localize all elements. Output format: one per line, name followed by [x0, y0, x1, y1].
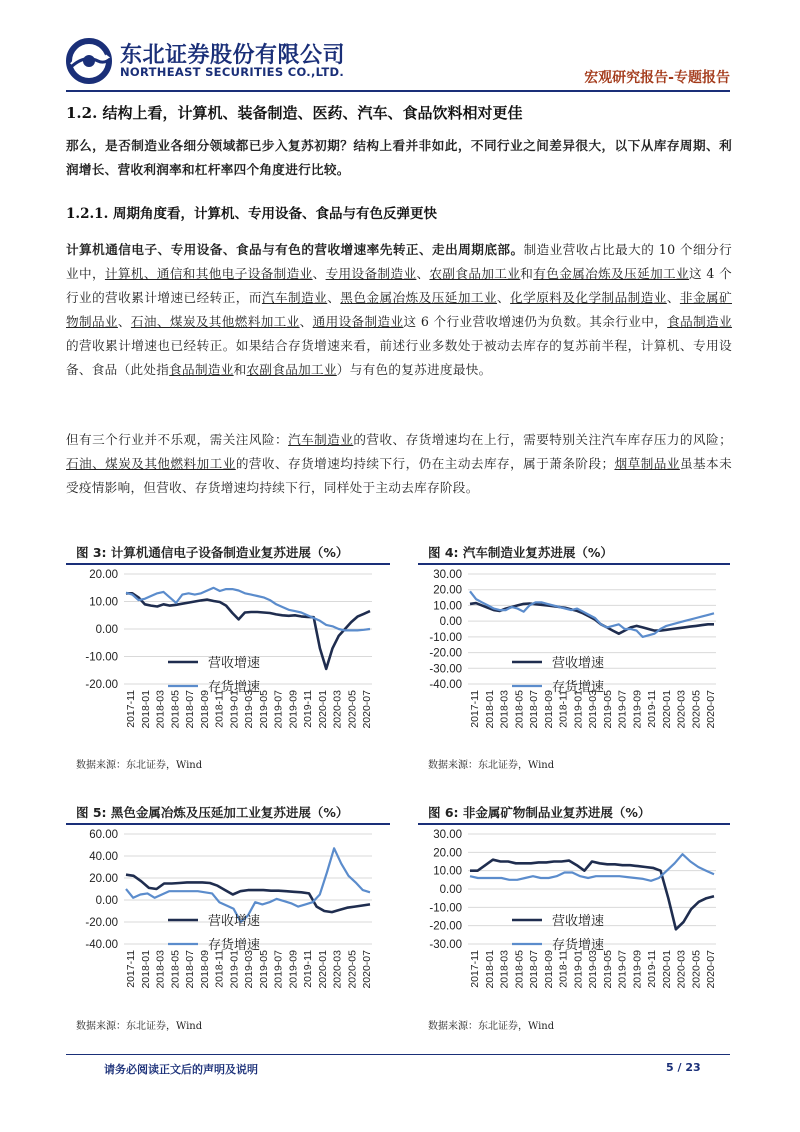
series-line-inventory: [470, 854, 714, 881]
industry-link: 农副食品加工业: [429, 266, 521, 281]
y-tick-label: 0.00: [439, 616, 462, 629]
fig5-svg: [66, 826, 386, 1016]
y-tick-label: 0.00: [95, 895, 118, 907]
y-tick-label: -10.00: [429, 902, 462, 915]
figure-6-chart: [410, 826, 730, 1016]
x-tick-label: 2017-11: [125, 950, 137, 988]
x-tick-label: 2018-11: [213, 690, 226, 728]
x-tick-label: 2019-01: [572, 950, 585, 989]
company-name-en: NORTHEAST SECURITIES CO.,LTD.: [120, 65, 344, 79]
x-tick-label: 2018-11: [557, 950, 570, 988]
industry-link: 汽车制造业: [261, 290, 328, 305]
x-tick-label: 2018-11: [557, 690, 570, 728]
para1-text: 制造业营收占比最大的 10 个细分行业中，: [66, 242, 732, 281]
x-tick-label: 2018-09: [542, 950, 555, 989]
x-tick-label: 2020-03: [675, 950, 688, 989]
y-tick-label: 10.00: [433, 865, 462, 878]
x-tick-label: 2019-03: [243, 950, 255, 989]
figure-5-title: 图 5: 黑色金属冶炼及压延加工业复苏进展（%）: [76, 805, 349, 820]
separator: 、: [416, 266, 430, 281]
x-tick-label: 2018-03: [154, 690, 167, 729]
x-tick-label: 2019-07: [272, 690, 285, 729]
para1-text: 这 4 个行业的营收累计增速已经转正，而: [66, 266, 732, 305]
figure-6-title: 图 6: 非金属矿物制品业复苏进展（%）: [428, 805, 651, 820]
figure-5-chart: [66, 826, 386, 1016]
y-tick-label: 20.00: [89, 873, 118, 885]
x-tick-label: 2019-05: [601, 950, 614, 989]
x-tick-label: 2019-11: [302, 950, 314, 988]
company-logo-icon: [66, 38, 112, 84]
x-tick-label: 2019-11: [646, 690, 658, 728]
x-tick-label: 2018-05: [169, 950, 182, 989]
industry-link: 石油、煤炭及其他燃料加工业: [130, 314, 300, 329]
para2-text: 但有三个行业并不乐观，需关注风险：: [66, 432, 289, 447]
x-tick-label: 2019-05: [601, 690, 614, 729]
y-tick-label: 20.00: [433, 584, 462, 597]
separator: 和: [233, 362, 247, 377]
y-tick-label: -30.00: [429, 939, 462, 951]
x-tick-label: 2018-03: [154, 950, 167, 989]
paragraph-1: [66, 238, 732, 382]
x-tick-label: 2018-03: [498, 950, 511, 989]
subsection-title: 1.2.1. 周期角度看，计算机、专用设备、食品与有色反弹更快: [66, 206, 437, 222]
figure-5-source: 数据来源：东北证券，Wind: [76, 1021, 203, 1032]
x-tick-label: 2019-01: [572, 690, 585, 729]
x-tick-label: 2018-07: [184, 690, 196, 729]
legend-label: 营收增速: [552, 656, 605, 671]
industry-link: 黑色金属冶炼及压延加工业: [340, 290, 498, 305]
separator: 、: [497, 290, 511, 305]
x-tick-label: 2019-07: [272, 950, 285, 989]
para1-text: 这 6 个行业营收增速仍为负数。其余行业中，: [403, 314, 668, 329]
industry-link: 农副食品加工业: [246, 362, 337, 377]
x-tick-label: 2019-01: [228, 950, 241, 989]
paragraph-2: [66, 428, 732, 500]
para2-text: 虽基本未受疫情影响，但营收、存货增速均持续下行，同样处于主动去库存阶段。: [66, 456, 733, 495]
industry-link: 化学原料及化学制品制造业: [510, 290, 667, 305]
section-title: 1.2. 结构上看，计算机、装备制造、医药、汽车、食品饮料相对更佳: [66, 104, 523, 122]
figure-4-chart: [410, 566, 730, 756]
legend-label: 营收增速: [208, 656, 261, 671]
x-tick-label: 2019-11: [302, 690, 314, 728]
x-tick-label: 2019-07: [616, 690, 629, 729]
x-tick-label: 2018-01: [483, 690, 496, 729]
x-tick-label: 2018-07: [528, 950, 540, 989]
legend-label: 存货增速: [552, 680, 605, 695]
legend-label: 存货增速: [208, 938, 261, 953]
x-tick-label: 2018-01: [139, 950, 152, 989]
x-tick-label: 2020-03: [331, 950, 344, 989]
x-tick-label: 2019-09: [287, 950, 300, 989]
x-tick-label: 2018-09: [198, 950, 211, 989]
industry-link: 食品制造业: [667, 314, 732, 329]
x-tick-label: 2018-11: [213, 950, 226, 988]
x-tick-label: 2019-03: [587, 950, 599, 989]
x-tick-label: 2018-09: [198, 690, 211, 729]
x-tick-label: 2018-05: [513, 690, 526, 729]
y-tick-label: -20.00: [85, 679, 118, 691]
figure-4-title: 图 4: 汽车制造业复苏进展（%）: [428, 545, 613, 560]
x-tick-label: 2018-05: [169, 690, 182, 729]
figure-3-rule: [66, 563, 390, 565]
separator: 、: [666, 290, 680, 305]
x-tick-label: 2018-05: [513, 950, 526, 989]
x-tick-label: 2020-01: [316, 690, 329, 729]
page-number: 5 / 23: [666, 1061, 701, 1074]
y-tick-label: 40.00: [89, 851, 118, 863]
industry-link: 汽车制造业: [288, 432, 354, 447]
x-tick-label: 2017-11: [125, 690, 137, 728]
figure-4-source: 数据来源：东北证券，Wind: [428, 760, 555, 771]
x-tick-label: 2020-03: [675, 690, 688, 729]
y-tick-label: 30.00: [433, 569, 462, 581]
y-tick-label: 20.00: [433, 847, 462, 860]
figure-4-rule: [418, 563, 730, 565]
x-tick-label: 2020-05: [346, 950, 359, 989]
report-type: 宏观研究报告-专题报告: [584, 70, 730, 86]
para1-text: ）与有色的复苏进度最快。: [336, 362, 492, 377]
y-tick-label: -40.00: [85, 939, 118, 951]
industry-link: 计算机、通信和其他电子设备制造业: [104, 266, 313, 281]
x-tick-label: 2018-07: [528, 690, 540, 729]
x-tick-label: 2020-07: [705, 690, 717, 729]
fig3-svg: [66, 566, 386, 756]
x-tick-label: 2020-01: [660, 690, 673, 729]
x-tick-label: 2018-01: [139, 690, 152, 729]
fig4-svg: [410, 566, 730, 756]
x-tick-label: 2020-07: [361, 690, 373, 729]
x-tick-label: 2019-11: [646, 950, 658, 988]
industry-link: 食品制造业: [169, 362, 234, 377]
y-tick-label: 60.00: [89, 829, 118, 841]
x-tick-label: 2019-09: [287, 690, 300, 729]
intro-paragraph: 那么，是否制造业各细分领域都已步入复苏初期？结构上看并非如此，不同行业之间差异很大，以下从库存周期、利润增长、营收利润率和杠杆率四个角度进行比较。: [66, 138, 732, 177]
industry-link: 专用设备制造业: [325, 266, 417, 281]
x-tick-label: 2017-11: [469, 950, 481, 988]
x-tick-label: 2018-09: [542, 690, 555, 729]
x-tick-label: 2019-05: [257, 950, 270, 989]
x-tick-label: 2019-03: [587, 690, 599, 729]
y-tick-label: 0.00: [95, 624, 118, 636]
x-tick-label: 2018-07: [184, 950, 196, 989]
y-tick-label: -30.00: [429, 663, 462, 676]
y-tick-label: -20.00: [429, 647, 462, 660]
separator: 和: [520, 266, 534, 281]
x-tick-label: 2020-01: [660, 950, 673, 989]
figure-3-title: 图 3: 计算机通信电子设备制造业复苏进展（%）: [76, 545, 349, 560]
industry-link: 烟草制品业: [614, 456, 680, 471]
series-line-revenue: [470, 603, 714, 634]
y-tick-label: -10.00: [429, 631, 462, 644]
x-tick-label: 2020-05: [346, 690, 359, 729]
x-tick-label: 2020-07: [705, 950, 717, 989]
series-line-inventory: [470, 591, 714, 637]
separator: 、: [299, 314, 313, 329]
x-tick-label: 2020-07: [361, 950, 373, 989]
y-tick-label: 30.00: [433, 829, 462, 841]
x-tick-label: 2017-11: [469, 690, 481, 728]
industry-link: 通用设备制造业: [312, 314, 404, 329]
y-tick-label: -40.00: [429, 679, 462, 691]
y-tick-label: 20.00: [89, 569, 118, 581]
x-tick-label: 2019-09: [631, 690, 644, 729]
x-tick-label: 2019-09: [631, 950, 644, 989]
x-tick-label: 2019-07: [616, 950, 629, 989]
x-tick-label: 2019-01: [228, 690, 241, 729]
y-tick-label: -10.00: [85, 651, 118, 664]
separator: 、: [312, 266, 326, 281]
x-tick-label: 2018-01: [483, 950, 496, 989]
para1-lead: 计算机通信电子、专用设备、食品与有色的营收增速率先转正、走出周期底部。: [66, 242, 524, 257]
figure-5-rule: [66, 823, 390, 825]
y-tick-label: -20.00: [85, 917, 118, 929]
x-tick-label: 2020-05: [690, 690, 703, 729]
figure-6-rule: [418, 823, 730, 825]
footer-rule: [66, 1054, 730, 1055]
company-name-cn: 东北证券股份有限公司: [120, 43, 346, 68]
x-tick-label: 2020-03: [331, 690, 344, 729]
figure-6-source: 数据来源：东北证券，Wind: [428, 1021, 555, 1032]
x-tick-label: 2019-05: [257, 690, 270, 729]
para2-text: 的营收、存货增速均在上行，需要特别关注汽车库存压力的风险；: [353, 432, 733, 447]
legend-label: 营收增速: [552, 914, 605, 929]
separator: 、: [117, 314, 131, 329]
x-tick-label: 2020-01: [316, 950, 329, 989]
x-tick-label: 2019-03: [243, 690, 255, 729]
y-tick-label: 10.00: [433, 600, 462, 613]
footer-disclaimer: 请务必阅读正文后的声明及说明: [104, 1063, 258, 1076]
fig6-svg: [410, 826, 730, 1016]
figure-3-chart: [66, 566, 386, 756]
y-tick-label: 10.00: [89, 596, 118, 609]
industry-link: 有色金属冶炼及压延加工业: [533, 266, 690, 281]
x-tick-label: 2018-03: [498, 690, 511, 729]
y-tick-label: 0.00: [439, 884, 462, 896]
legend-label: 存货增速: [208, 680, 261, 695]
x-tick-label: 2020-05: [690, 950, 703, 989]
legend-label: 存货增速: [552, 938, 605, 953]
series-line-inventory: [126, 588, 370, 631]
legend-label: 营收增速: [208, 914, 261, 929]
figure-3-source: 数据来源：东北证券，Wind: [76, 760, 203, 771]
y-tick-label: -20.00: [429, 920, 462, 933]
industry-link: 非金属矿物制品业: [66, 290, 732, 329]
para2-text: 的营收、存货增速均持续下行，仍在主动去库存，属于萧条阶段；: [235, 456, 615, 471]
para1-text: 的营收累计增速也已经转正。如果结合存货增速来看，前述行业多数处于被动去库存的复苏前半程，计算机、专用设备、食品（此处指: [66, 338, 732, 377]
header-rule: [66, 90, 730, 92]
industry-link: 石油、煤炭及其他燃料加工业: [66, 456, 236, 471]
separator: 、: [327, 290, 341, 305]
